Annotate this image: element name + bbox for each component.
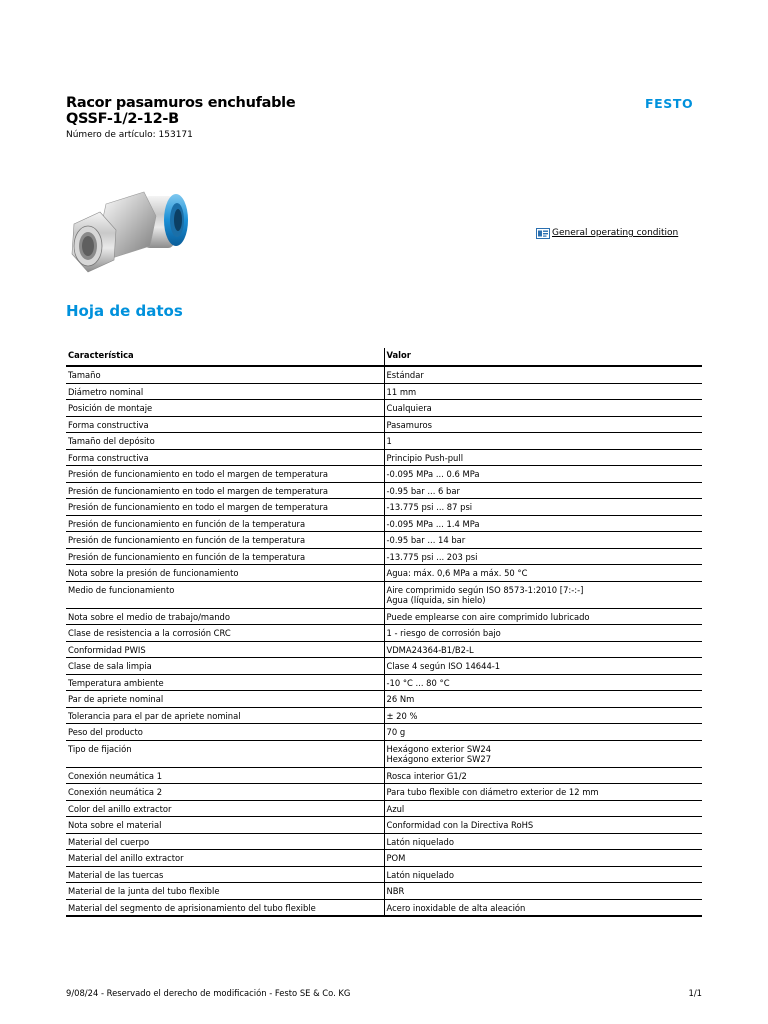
table-row bbox=[66, 532, 702, 549]
value-line: Puede emplearse con aire comprimido lubricado bbox=[386, 611, 590, 622]
value-line: -10 °C ... 80 °C bbox=[386, 677, 450, 688]
value-cell bbox=[384, 532, 702, 549]
section-title: Hoja de datos bbox=[66, 302, 183, 320]
table-row bbox=[66, 866, 702, 883]
value-cell bbox=[384, 899, 702, 916]
characteristic-cell: Material del cuerpo bbox=[66, 833, 384, 850]
value-cell bbox=[384, 400, 702, 417]
characteristic-cell: Nota sobre el material bbox=[66, 817, 384, 834]
characteristic-cell: Clase de resistencia a la corrosión CRC bbox=[66, 625, 384, 642]
table-row bbox=[66, 833, 702, 850]
table-row bbox=[66, 850, 702, 867]
table-row bbox=[66, 767, 702, 784]
value-line: Para tubo flexible con diámetro exterior de 12 mm bbox=[386, 787, 599, 797]
value-line: 1 - riesgo de corrosión bajo bbox=[386, 628, 501, 638]
characteristic-cell: Conexión neumática 1 bbox=[66, 767, 384, 784]
value-cell bbox=[384, 581, 702, 608]
characteristic-cell: Conexión neumática 2 bbox=[66, 784, 384, 801]
characteristic-cell: Presión de funcionamiento en función de la temperatura bbox=[66, 515, 384, 532]
table-row bbox=[66, 691, 702, 708]
characteristic-cell: Presión de funcionamiento en todo el margen de temperatura bbox=[66, 499, 384, 516]
value-line: -0.95 bar ... 6 bar bbox=[386, 485, 460, 496]
value-cell bbox=[384, 466, 702, 483]
value-cell bbox=[384, 850, 702, 867]
value-cell bbox=[384, 767, 702, 784]
value-line: -0.95 bar ... 14 bar bbox=[386, 535, 466, 545]
characteristic-cell: Tipo de fijación bbox=[66, 740, 384, 767]
characteristic-cell: Nota sobre la presión de funcionamiento bbox=[66, 565, 384, 582]
table-row bbox=[66, 883, 702, 900]
column-header-characteristic: Característica bbox=[66, 348, 384, 366]
value-cell bbox=[384, 499, 702, 516]
column-header-value: Valor bbox=[384, 348, 702, 366]
value-line: POM bbox=[386, 853, 406, 863]
table-row bbox=[66, 482, 702, 499]
table-row bbox=[66, 625, 702, 642]
table-row bbox=[66, 899, 702, 916]
table-row bbox=[66, 658, 702, 675]
general-operating-condition-label: General operating condition bbox=[552, 228, 679, 238]
value-cell bbox=[384, 866, 702, 883]
value-line: 11 mm bbox=[386, 386, 417, 397]
value-line: Conformidad con la Directiva RoHS bbox=[386, 820, 534, 830]
value-cell bbox=[384, 833, 702, 850]
table-row bbox=[66, 740, 702, 767]
table-row bbox=[66, 800, 702, 817]
value-line: Rosca interior G1/2 bbox=[386, 770, 467, 781]
value-cell bbox=[384, 724, 702, 741]
characteristic-cell: Material del segmento de aprisionamiento del tubo flexible bbox=[66, 899, 384, 916]
characteristic-cell: Nota sobre el medio de trabajo/mando bbox=[66, 608, 384, 625]
characteristic-cell: Peso del producto bbox=[66, 724, 384, 741]
characteristic-cell: Par de apriete nominal bbox=[66, 691, 384, 708]
datasheet-table bbox=[66, 348, 702, 917]
value-line: -0.095 MPa ... 0.6 MPa bbox=[386, 469, 480, 479]
table-row bbox=[66, 400, 702, 417]
value-cell bbox=[384, 707, 702, 724]
characteristic-cell: Material del anillo extractor bbox=[66, 850, 384, 867]
characteristic-cell: Tolerancia para el par de apriete nominal bbox=[66, 707, 384, 724]
value-line: Acero inoxidable de alta aleación bbox=[386, 902, 526, 913]
table-row bbox=[66, 449, 702, 466]
table-row bbox=[66, 817, 702, 834]
table-row bbox=[66, 784, 702, 801]
value-line: 1 bbox=[386, 436, 392, 446]
value-line: Estándar bbox=[386, 370, 424, 380]
value-cell bbox=[384, 800, 702, 817]
value-cell bbox=[384, 383, 702, 400]
product-title: Racor pasamuros enchufable bbox=[66, 95, 296, 111]
value-cell bbox=[384, 548, 702, 565]
value-line: Latón niquelado bbox=[386, 869, 454, 880]
value-line: Hexágono exterior SW27 bbox=[386, 754, 492, 764]
value-cell bbox=[384, 565, 702, 582]
pdf-icon bbox=[536, 228, 550, 239]
table-row bbox=[66, 724, 702, 741]
value-line: VDMA24364-B1/B2-L bbox=[386, 644, 474, 655]
value-line: Azul bbox=[386, 803, 405, 814]
value-line: Clase 4 según ISO 14644-1 bbox=[386, 661, 501, 671]
characteristic-cell: Clase de sala limpia bbox=[66, 658, 384, 675]
table-row bbox=[66, 466, 702, 483]
characteristic-cell: Posición de montaje bbox=[66, 400, 384, 417]
characteristic-cell: Presión de funcionamiento en función de la temperatura bbox=[66, 548, 384, 565]
value-cell bbox=[384, 433, 702, 450]
table-row bbox=[66, 707, 702, 724]
value-line: Aire comprimido según ISO 8573-1:2010 [7:-:-] bbox=[386, 584, 584, 595]
value-line: NBR bbox=[386, 886, 405, 896]
value-line: -13.775 psi ... 203 psi bbox=[386, 551, 478, 562]
festo-logo: FESTO bbox=[645, 96, 694, 111]
characteristic-cell: Material de las tuercas bbox=[66, 866, 384, 883]
table-row bbox=[66, 416, 702, 433]
value-line: Agua (líquida, sin hielo) bbox=[386, 595, 486, 605]
value-line: ± 20 % bbox=[386, 710, 418, 721]
characteristic-cell: Material de la junta del tubo flexible bbox=[66, 883, 384, 900]
value-line: Pasamuros bbox=[386, 419, 433, 430]
table-row bbox=[66, 515, 702, 532]
characteristic-cell: Presión de funcionamiento en todo el margen de temperatura bbox=[66, 466, 384, 483]
table-row bbox=[66, 383, 702, 400]
product-image bbox=[66, 186, 192, 286]
value-cell bbox=[384, 658, 702, 675]
value-line: 26 Nm bbox=[386, 694, 415, 704]
value-line: Hexágono exterior SW24 bbox=[386, 743, 492, 754]
value-cell bbox=[384, 691, 702, 708]
value-line: Principio Push-pull bbox=[386, 452, 464, 463]
characteristic-cell: Temperatura ambiente bbox=[66, 674, 384, 691]
value-line: -0.095 MPa ... 1.4 MPa bbox=[386, 518, 480, 529]
product-code: QSSF-1/2-12-B bbox=[66, 111, 179, 127]
table-header-row bbox=[66, 348, 702, 366]
characteristic-cell: Tamaño bbox=[66, 366, 384, 383]
table-row bbox=[66, 641, 702, 658]
page-number: 1/1 bbox=[688, 988, 702, 998]
value-line: Latón niquelado bbox=[386, 836, 454, 847]
table-row bbox=[66, 608, 702, 625]
value-cell bbox=[384, 740, 702, 767]
value-cell bbox=[384, 817, 702, 834]
table-row bbox=[66, 565, 702, 582]
value-cell bbox=[384, 416, 702, 433]
value-cell bbox=[384, 625, 702, 642]
characteristic-cell: Forma constructiva bbox=[66, 416, 384, 433]
table-row bbox=[66, 499, 702, 516]
characteristic-cell: Tamaño del depósito bbox=[66, 433, 384, 450]
table-row bbox=[66, 548, 702, 565]
general-operating-condition-link[interactable] bbox=[536, 227, 678, 239]
article-number: Número de artículo: 153171 bbox=[66, 130, 193, 140]
value-line: Agua: máx. 0,6 MPa a máx. 50 °C bbox=[386, 568, 528, 578]
table-row bbox=[66, 433, 702, 450]
value-cell bbox=[384, 641, 702, 658]
value-cell bbox=[384, 449, 702, 466]
table-row bbox=[66, 366, 702, 383]
characteristic-cell: Diámetro nominal bbox=[66, 383, 384, 400]
characteristic-cell: Presión de funcionamiento en función de la temperatura bbox=[66, 532, 384, 549]
value-cell bbox=[384, 366, 702, 383]
value-line: Cualquiera bbox=[386, 403, 432, 413]
table-row bbox=[66, 674, 702, 691]
characteristic-cell: Conformidad PWIS bbox=[66, 641, 384, 658]
value-line: -13.775 psi ... 87 psi bbox=[386, 502, 473, 512]
value-line: 70 g bbox=[386, 727, 406, 737]
value-cell bbox=[384, 784, 702, 801]
characteristic-cell: Color del anillo extractor bbox=[66, 800, 384, 817]
characteristic-cell: Forma constructiva bbox=[66, 449, 384, 466]
value-cell bbox=[384, 674, 702, 691]
value-cell bbox=[384, 883, 702, 900]
table-row bbox=[66, 581, 702, 608]
value-cell bbox=[384, 515, 702, 532]
characteristic-cell: Medio de funcionamiento bbox=[66, 581, 384, 608]
value-cell bbox=[384, 482, 702, 499]
footer-text: 9/08/24 - Reservado el derecho de modificación - Festo SE & Co. KG bbox=[66, 988, 351, 998]
value-cell bbox=[384, 608, 702, 625]
characteristic-cell: Presión de funcionamiento en todo el margen de temperatura bbox=[66, 482, 384, 499]
